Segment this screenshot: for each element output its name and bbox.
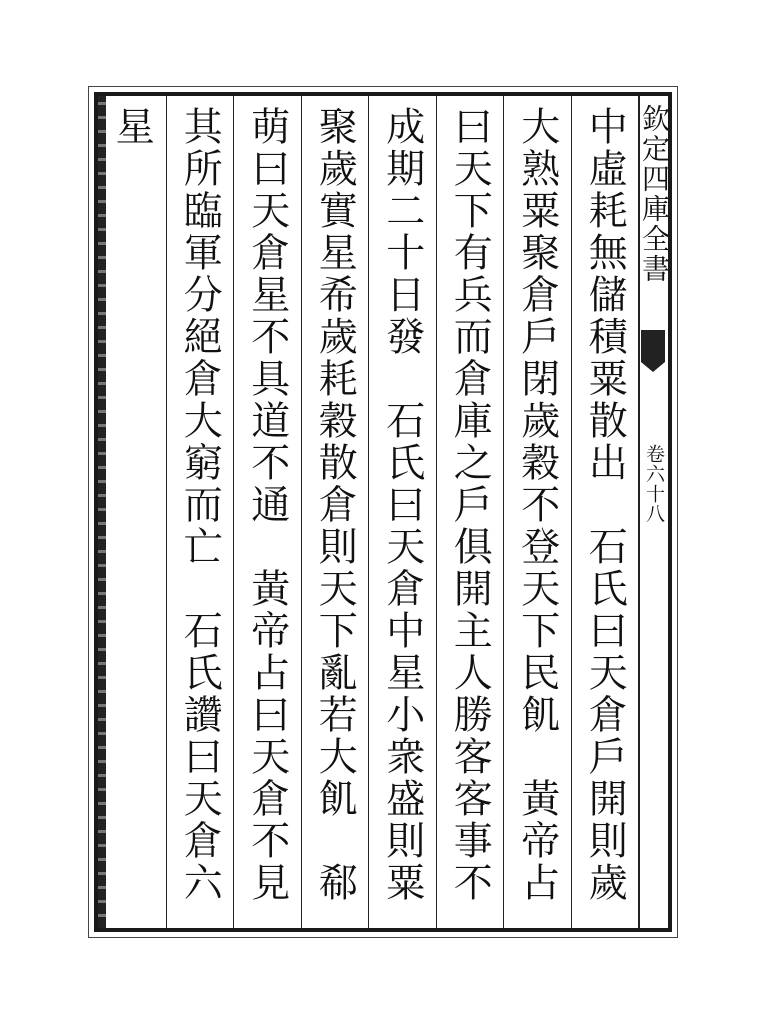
fishtail-mark-icon — [641, 330, 665, 362]
column-text-6: 萌曰天倉星不具道不通 黃帝占曰天倉不見 — [244, 106, 290, 904]
column-text-5: 聚歲實星希歲耗穀散倉則天下亂若大飢 郗 — [312, 106, 358, 904]
column-text-4: 成期二十日發 石氏曰天倉中星小衆盛則粟 — [379, 106, 425, 904]
text-column-7 — [166, 96, 234, 928]
text-column-5 — [301, 96, 369, 928]
text-column-6 — [233, 96, 301, 928]
text-column-1 — [571, 96, 639, 928]
column-text-3: 曰天下有兵而倉庫之戶俱開主人勝客客事不 — [447, 106, 493, 904]
book-title: 欽定四庫全書 — [638, 104, 671, 284]
text-column-3 — [436, 96, 504, 928]
text-column-8 — [98, 96, 166, 928]
column-text-8: 星 — [109, 106, 155, 148]
text-column-2 — [503, 96, 571, 928]
column-text-2: 大熟粟聚倉戶閉歲穀不登天下民飢 黃帝占 — [514, 106, 560, 904]
volume-label: 卷六十八 — [643, 444, 665, 524]
column-text-1: 中虛耗無儲積粟散出 石氏曰天倉戶開則歲 — [582, 106, 628, 904]
text-column-4 — [368, 96, 436, 928]
text-columns — [98, 96, 638, 928]
column-text-7: 其所臨軍分絕倉大窮而亡 石氏讚曰天倉六 — [177, 106, 223, 904]
